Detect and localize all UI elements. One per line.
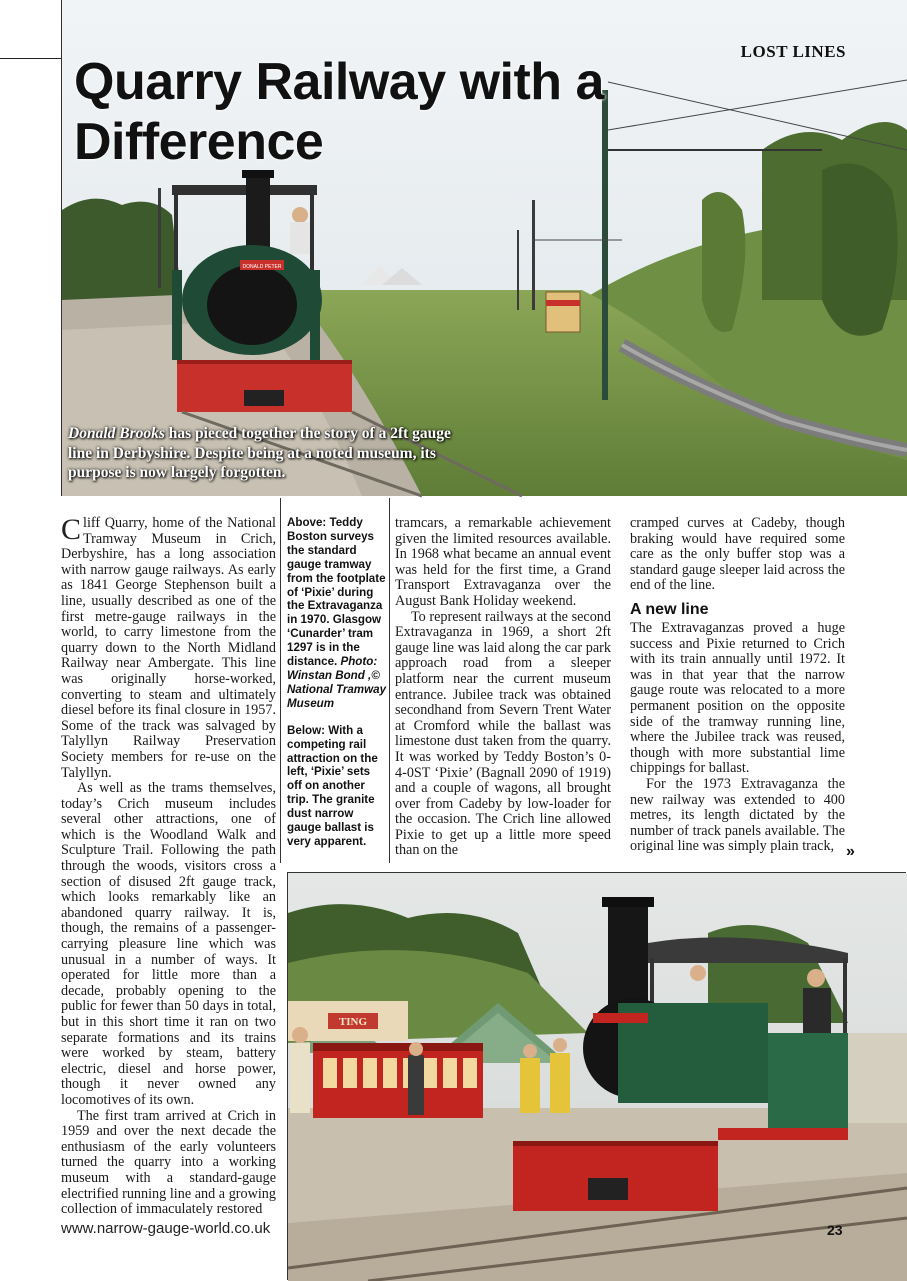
article-paragraph: Cliff Quarry, home of the National Tramway Museum in Crich, Derbyshire, has a long association with narrow gauge railways. As early as 1841 George Stephenson built a line, usually described as one of the first metre-gauge railways in the world, to carry limestone from the quarry down to the North Midland Railway near Ambergate. This line was originally horse-worked, converting to steam and ultimately diesel before its final closure in 1957. Some of the track was salvaged by Talyllyn Railway Preservation Society members for re-use on the Talyllyn. [61,513,276,781]
standfirst [68,424,458,483]
section-subhead: A new line [630,600,709,618]
hero-engine-nameplate: DONALD PETER [242,264,282,270]
standfirst-text: has pieced together the story of a 2ft gauge line in Derbyshire. Despite being at a noted museum, its purpose is now largely forgotten. [68,425,451,481]
standfirst-author: Donald Brooks [68,425,165,442]
page-number: 23 [827,1222,843,1238]
lower-photo [287,872,906,1280]
caption-above: Above: Teddy Boston surveys the standard gauge tramway from the footplate of ‘Pixie’ during the Extravaganza in 1970. Glasgow ‘Cunarder’ tram 1297 is in the distance. Photo: Winstan Bond ,© National Tramway Museum [287,516,387,710]
corner-rule [0,58,61,59]
fairground-sign: TING [338,1016,368,1028]
column-divider [280,498,281,863]
article-paragraph: To represent railways at the second Extravaganza in 1969, a short 2ft gauge line was laid along the car park approach road from a sleeper platform near the current museum entrance. Jubilee track was obtained secondhand from Severn Trent Water at Cromford while the ballast was limestone dust taken from the quarry. It was worked by Teddy Boston’s 0-4-0ST ‘Pixie’ (Bagnall 2090 of 1919) and a couple of wagons, all brought over from Cadeby by low-loader for the occasion. The Crich line allowed Pixie to get up a little more speed than on the [395,608,611,859]
article-paragraph: As well as the trams themselves, today’s Crich museum includes several other attractions, one of which is the Woodland Walk and Sculpture Trail. Following the path through the woods, visitors cross a section of disused 2ft gauge track, which looks remarkably like an abandoned quarry railway. It is, though, the remains of a passenger-carrying pleasure line which was unusual in a number of ways. It operated for little more than a decade, probably opening to the public for fewer than 50 days in total, but in this short time it ran on two separate formations and its trains were worked by steam, battery electric, diesel and horse power, though it never owned any locomotives of its own. [61,780,276,1108]
article-paragraph: tramcars, a remarkable achievement given the limited resources available. In 1968 what became an annual event was held for the first time, a Grand Transport Extravaganza over the August Bank Holiday weekend. [395,515,611,609]
article-paragraph: The Extravaganzas proved a huge success and Pixie returned to Crich with its train annually until 1972. It was in that year that the narrow gauge route was relocated to a more permanent position on the opposite side of the tramway running line, where the Jubilee track was reused, though with more substantial lime chippings for ballast. [630,619,845,777]
section-label: LOST LINES [740,42,846,61]
article-column-3 [395,516,611,862]
lower-photo-illustration [288,873,907,1281]
continue-arrow-icon: » [846,843,855,860]
photo-captions [287,516,387,862]
photo-credit: Photo: Winstan Bond ,© National Tramway Museum [287,655,387,710]
article-paragraph: For the 1973 Extravaganza the new railway was extended to 400 metres, its length dictated by the number of track panels available. The original line was simply plain track, [630,775,845,855]
column-divider [389,498,390,863]
article-column-1 [61,513,276,1218]
caption-below: Below: With a competing rail attraction on the left, ‘Pixie’ sets off on another trip. The granite dust narrow gauge ballast is very apparent. [287,723,378,848]
article-column-4 [630,516,845,862]
footer-url[interactable]: www.narrow-gauge-world.co.uk [61,1220,271,1237]
page-title: Quarry Railway with a Difference [74,53,604,171]
drop-cap: C [61,513,82,546]
article-paragraph: cramped curves at Cadeby, though braking would have required some care as the only buffer stop was a standard gauge sleeper laid across the end of the line. [630,515,845,594]
article-paragraph: The first tram arrived at Crich in 1959 and over the next decade the enthusiasm of the early volunteers turned the quarry into a working museum with a standard-gauge electrified running line and a growing collection of immaculately restored [61,1107,276,1218]
